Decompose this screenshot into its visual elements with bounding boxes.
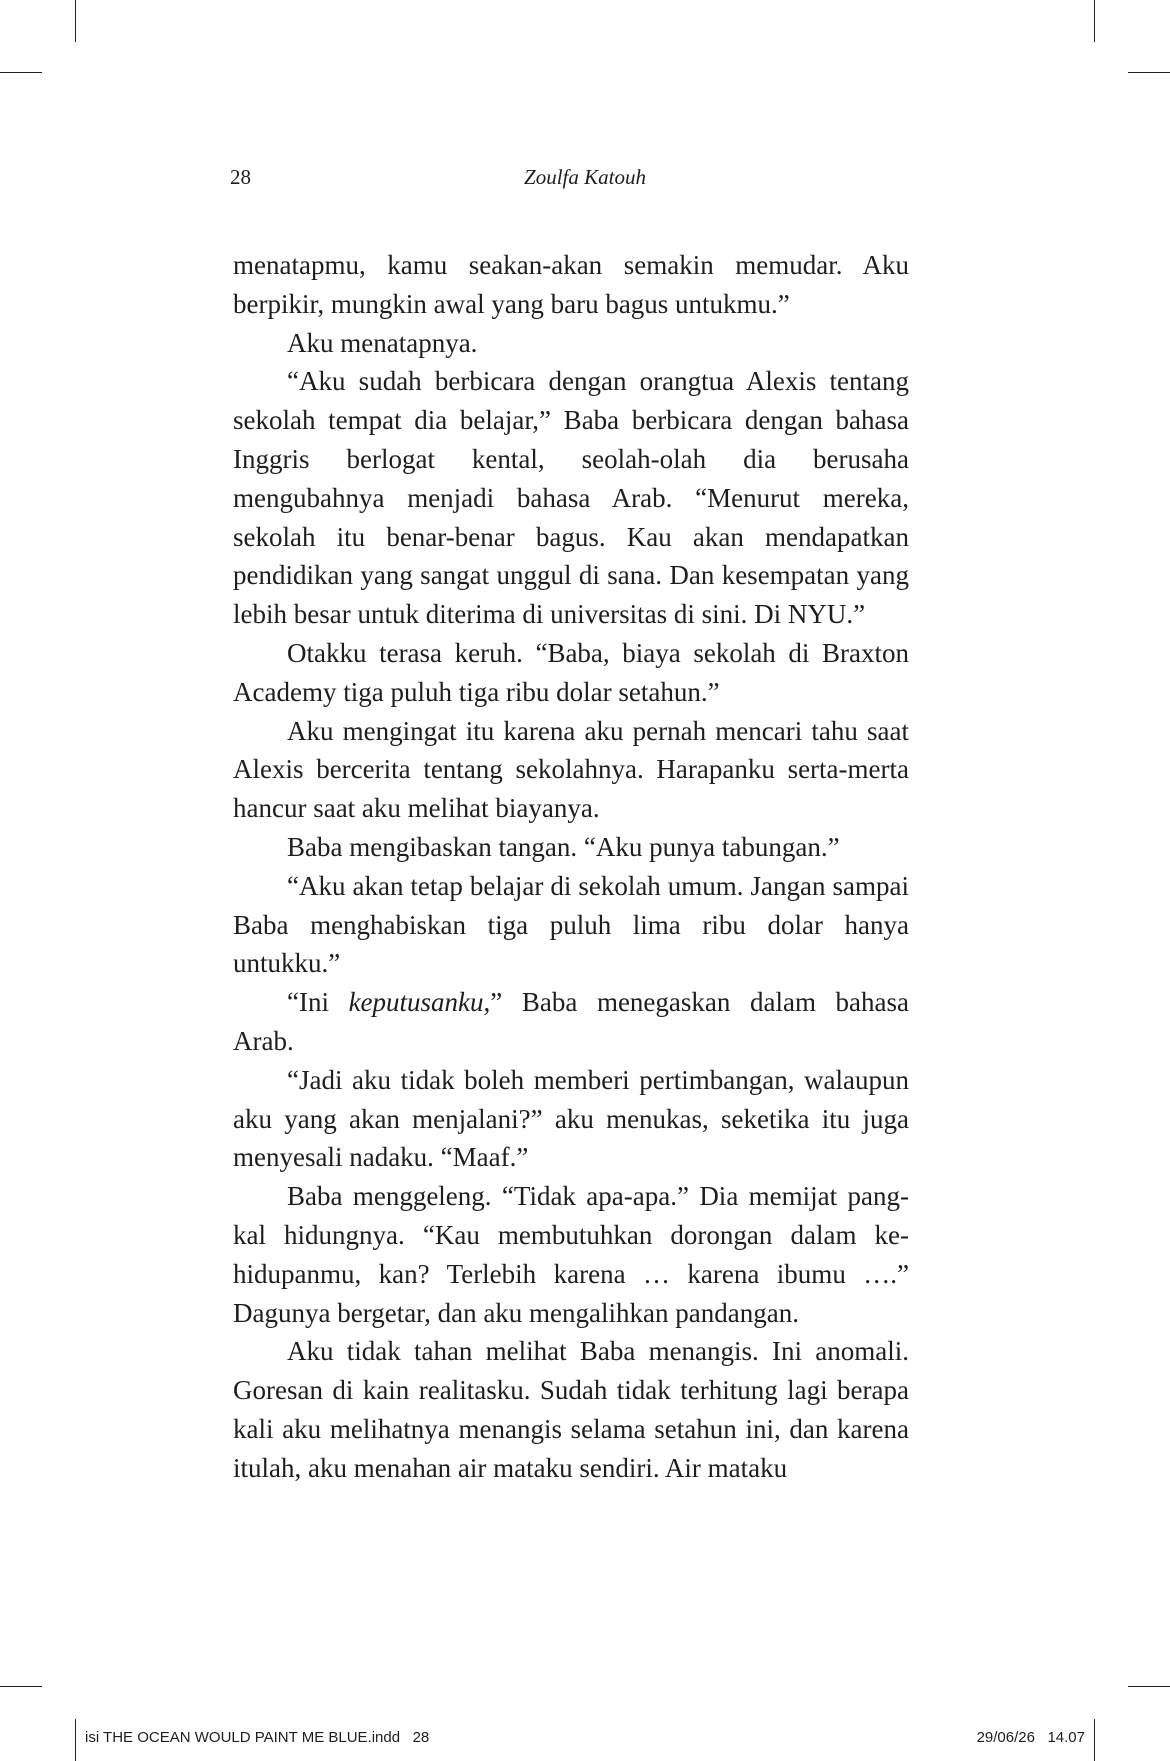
page-number: 28	[230, 165, 251, 189]
emphasized-word: keputusanku	[348, 987, 484, 1018]
paragraph: Otakku terasa keruh. “Baba, biaya sekolah di Braxton Academy tiga puluh tiga ribu dolar setahun.”	[233, 637, 909, 707]
slug-date-time: 29/06/26 14.07	[976, 1729, 1085, 1746]
paragraph: “Aku akan tetap belajar di sekolah umum. Jangan sampai Baba menghabiskan tiga puluh lima ribu dolar hanya untukku.”	[233, 870, 909, 979]
paragraph-text: ,” Baba menegaskan dalam bahasa Arab.	[233, 987, 909, 1056]
crop-mark-top-right-vertical	[1094, 0, 1095, 42]
crop-mark-bottom-right-vertical	[1094, 1719, 1095, 1761]
paragraph: Aku mengingat itu karena aku pernah mencari tahu saat Alexis bercerita tentang sekolahnya. Harapanku serta-merta hancur saat aku melihat biayanya.	[233, 715, 909, 824]
body-text	[233, 246, 909, 1488]
crop-mark-bottom-right-horizontal	[1128, 1686, 1170, 1687]
paragraph: Baba menggeleng. “Tidak apa-apa.” Dia memijat pangkal hidungnya. “Kau membutuhkan dorongan dalam kehidupanmu, kan? Terlebih karena … karena ibumu ….” Dagunya bergetar, dan aku mengalihkan pandangan.	[233, 1181, 909, 1328]
paragraph: “Jadi aku tidak boleh memberi pertimbangan, walaupun aku yang akan menjalani?” aku menukas, seketika itu juga menyesali nadaku. “Maaf.”	[233, 1064, 909, 1173]
paragraph-text: “Ini	[287, 987, 349, 1018]
slug-file-name: isi THE OCEAN WOULD PAINT ME BLUE.indd 28	[85, 1729, 430, 1746]
paragraph: Aku tidak tahan melihat Baba menangis. Ini anomali. Goresan di kain realitasku. Sudah tidak terhitung lagi berapa kali aku melihatnya menangis selama setahun ini, dan karena itulah, aku menahan air mataku sendiri. Air mataku	[233, 1336, 909, 1483]
crop-mark-top-left-vertical	[75, 0, 76, 42]
crop-mark-top-right-horizontal	[1128, 72, 1170, 73]
crop-mark-bottom-left-horizontal	[0, 1686, 42, 1687]
paragraph: Baba mengibaskan tangan. “Aku punya tabungan.”	[287, 831, 840, 862]
paragraph: menatapmu, kamu seakan-akan semakin memudar. Aku berpikir, mungkin awal yang baru bagus untukmu.”	[233, 250, 909, 319]
running-header-author: Zoulfa Katouh	[524, 165, 646, 189]
crop-mark-bottom-left-vertical	[75, 1719, 76, 1761]
paragraph: Aku menatapnya.	[287, 327, 478, 358]
paragraph	[233, 983, 909, 1061]
paragraph: “Aku sudah berbicara dengan orangtua Alexis tentang sekolah tempat dia belajar,” Baba berbicara dengan bahasa Inggris berlogat kental, seolah-olah dia berusaha mengubahnya menjadi bahasa Arab. “Menurut mereka, sekolah itu benar-benar bagus. Kau akan mendapatkan pendidikan yang sangat unggul di sana. Dan kesempatan yang lebih besar untuk diterima di universitas di sini. Di NYU.”	[233, 366, 909, 630]
crop-mark-top-left-horizontal	[0, 72, 42, 73]
